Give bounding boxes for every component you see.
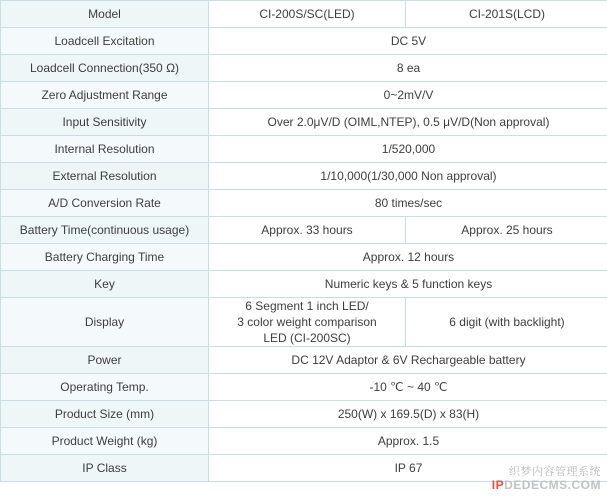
display-line-1: 6 Segment 1 inch LED/ [245,299,369,313]
row-label: IP Class [1,455,209,482]
table-row [1,217,607,244]
row-label: Battery Charging Time [1,244,209,271]
row-label: Power [1,347,209,374]
row-label: Product Weight (kg) [1,428,209,455]
row-value: Approx. 1.5 [209,428,607,455]
row-value-led: CI-200S/SC(LED) [209,1,406,28]
row-value: 8 ea [209,55,607,82]
row-label: Model [1,1,209,28]
row-value: IP 67 [209,455,607,482]
row-value: 0~2mV/V [209,82,607,109]
row-label: Operating Temp. [1,374,209,401]
row-value-display-led [209,298,406,347]
row-value: 250(W) x 169.5(D) x 83(H) [209,401,607,428]
display-line-3: LED (CI-200SC) [263,331,351,345]
row-value: DC 5V [209,28,607,55]
row-label: External Resolution [1,163,209,190]
table-row [1,428,607,455]
watermark-line-cn: 织梦内容管理系统 [509,466,601,478]
row-label: Display [1,298,209,347]
row-value-lcd: Approx. 25 hours [406,217,607,244]
table-row [1,271,607,298]
table-row [1,455,607,482]
watermark-prefix: IP [491,478,505,492]
specification-table-body [1,1,607,482]
row-label: Loadcell Connection(350 Ω) [1,55,209,82]
table-row [1,55,607,82]
row-value-led: Approx. 33 hours [209,217,406,244]
row-value: -10 ℃ ~ 40 ℃ [209,374,607,401]
row-value: DC 12V Adaptor & 6V Rechargeable battery [209,347,607,374]
watermark-suffix: .COM [567,478,601,492]
table-row [1,109,607,136]
table-row [1,244,607,271]
watermark-mid: DEDECMS [504,478,568,492]
table-row [1,82,607,109]
table-row [1,163,607,190]
row-value: 1/10,000(1/30,000 Non approval) [209,163,607,190]
row-label: Battery Time(continuous usage) [1,217,209,244]
table-row [1,136,607,163]
table-row [1,1,607,28]
row-label: Internal Resolution [1,136,209,163]
row-label: Product Size (mm) [1,401,209,428]
table-row-display [1,298,607,347]
row-value: 80 times/sec [209,190,607,217]
row-label: Input Sensitivity [1,109,209,136]
row-value-lcd: CI-201S(LCD) [406,1,607,28]
row-label: Loadcell Excitation [1,28,209,55]
table-row [1,28,607,55]
row-label: A/D Conversion Rate [1,190,209,217]
row-value: Numeric keys & 5 function keys [209,271,607,298]
row-value: 1/520,000 [209,136,607,163]
table-row [1,347,607,374]
table-row [1,190,607,217]
row-value: Over 2.0μV/D (OIML,NTEP), 0.5 μV/D(Non approval) [209,109,607,136]
row-label: Zero Adjustment Range [1,82,209,109]
row-label: Key [1,271,209,298]
row-value-display-lcd: 6 digit (with backlight) [406,298,607,347]
display-line-2: 3 color weight comparison [237,315,377,329]
table-row [1,401,607,428]
table-row [1,374,607,401]
row-value: Approx. 12 hours [209,244,607,271]
